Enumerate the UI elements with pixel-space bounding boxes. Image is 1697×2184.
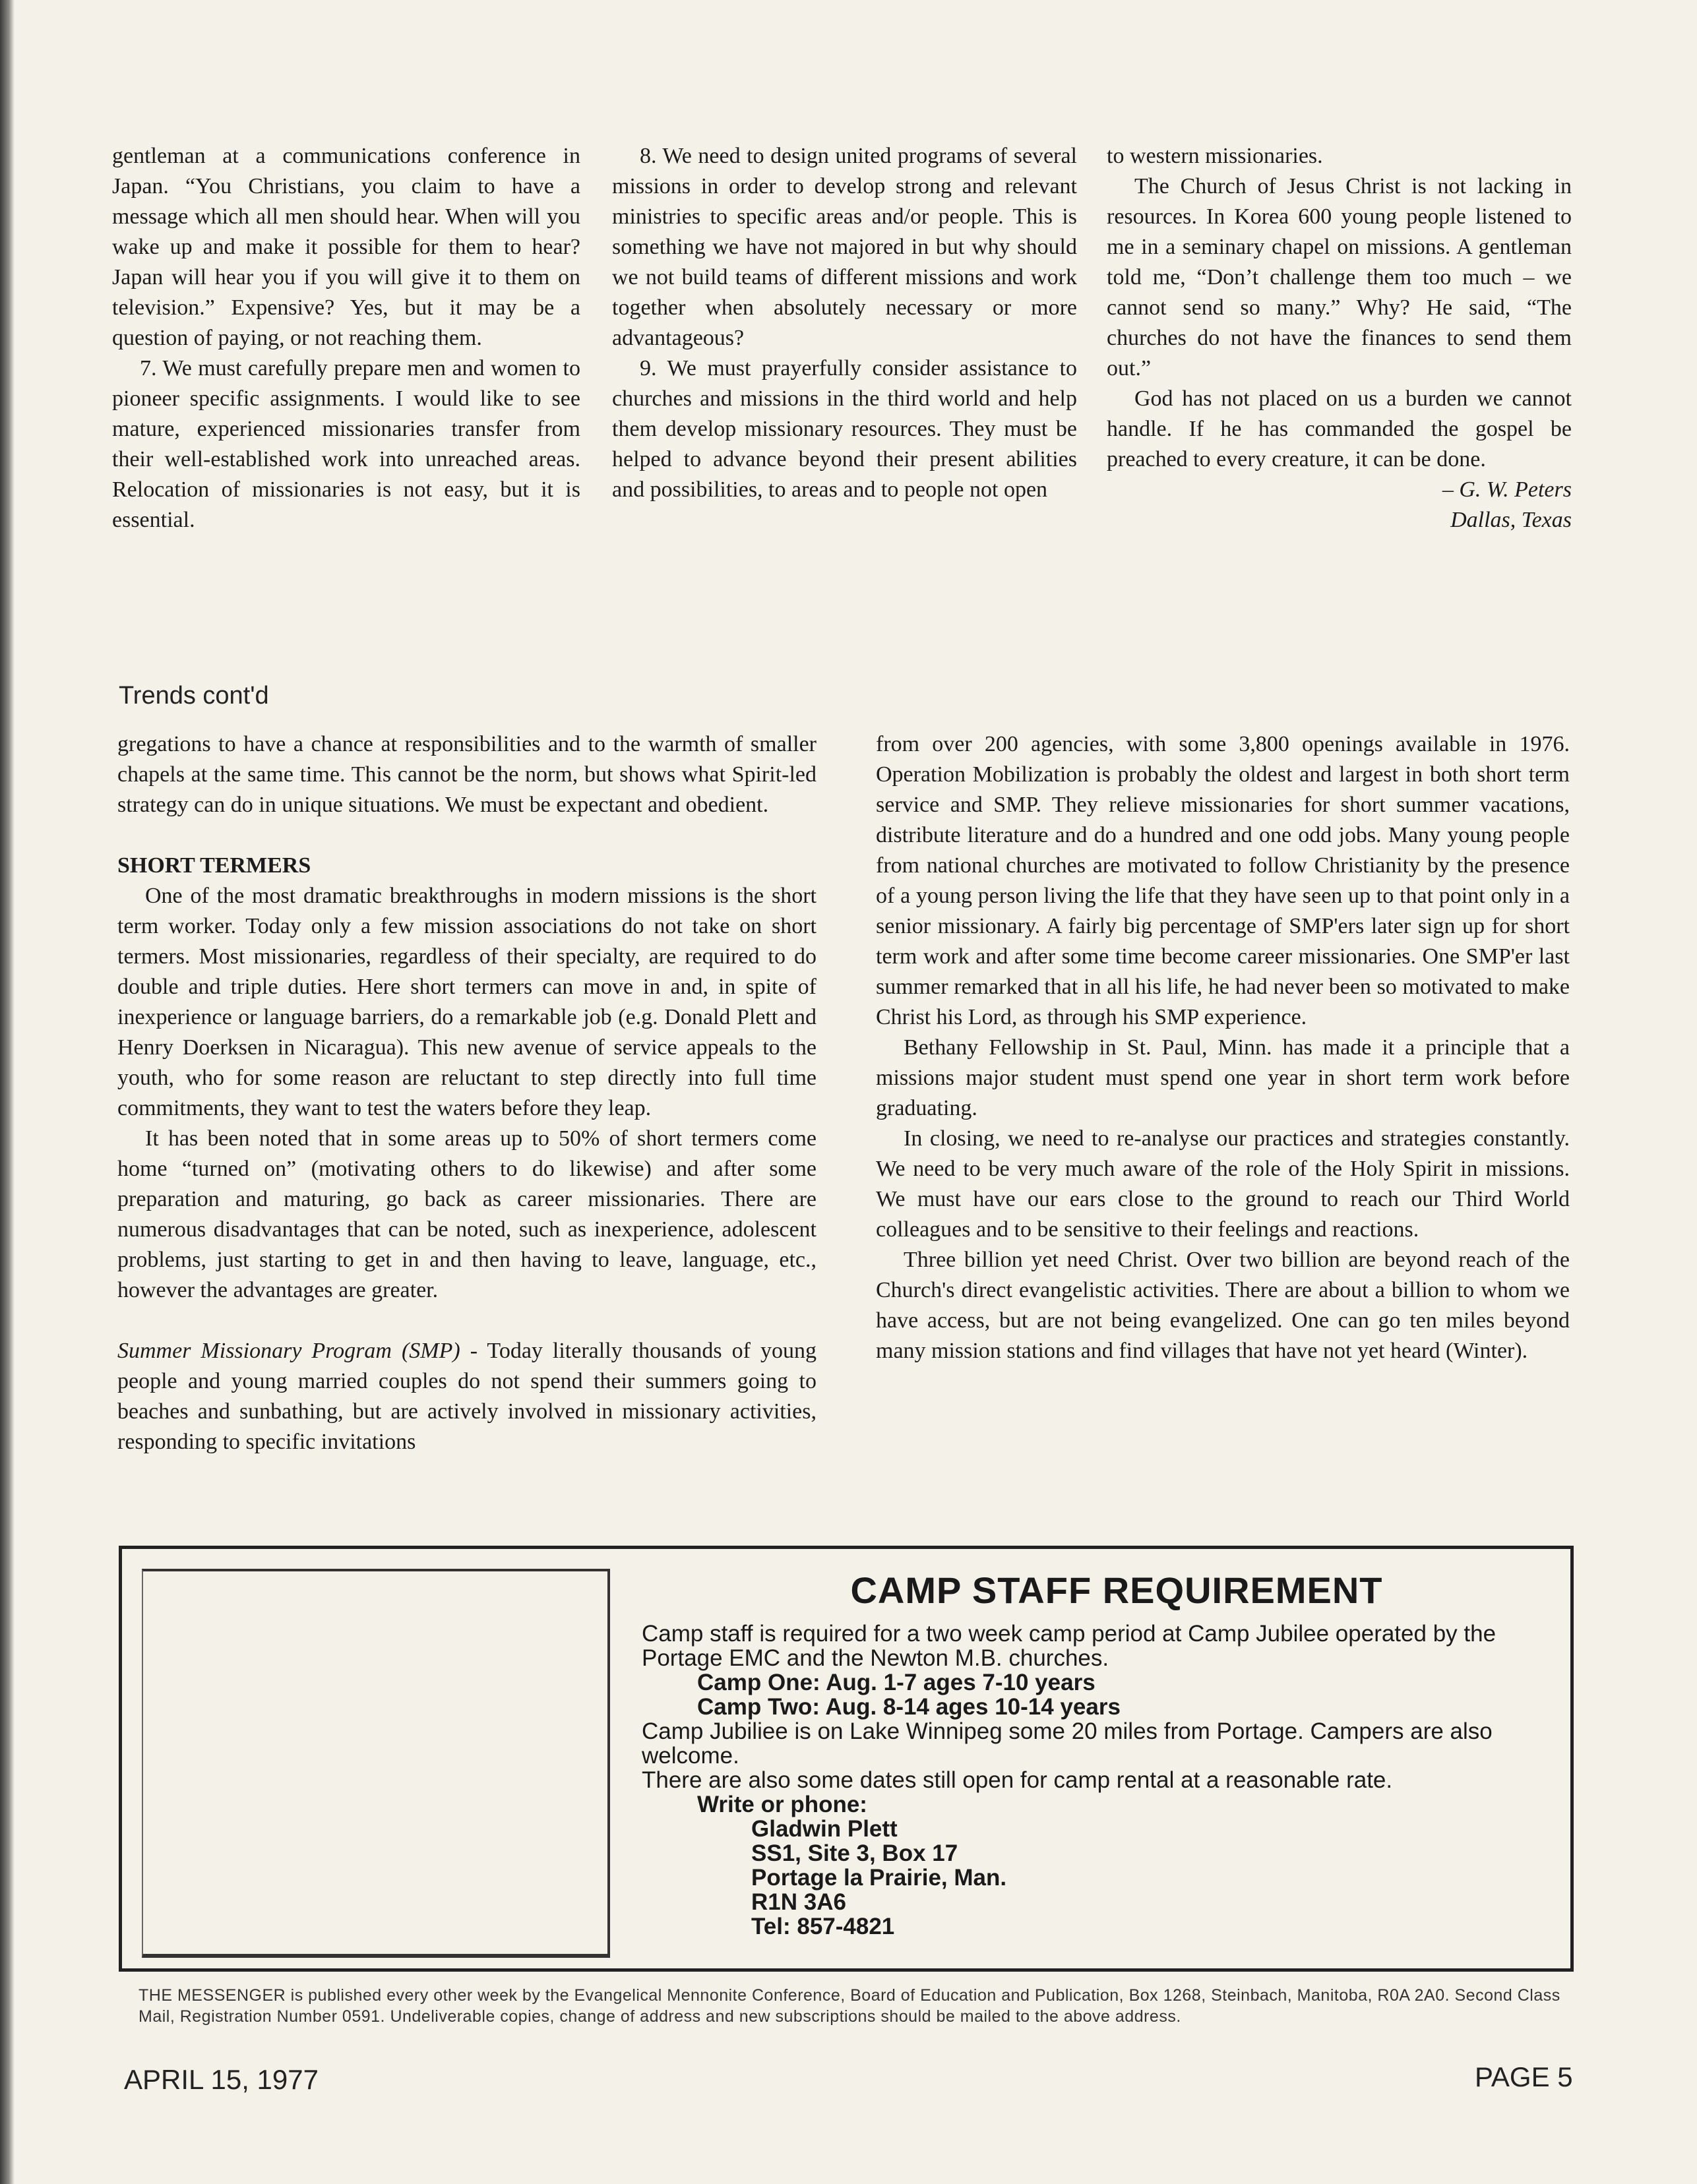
paragraph: One of the most dramatic breakthroughs in modern missions is the short term worker. Today only a few mission associations do not take on short termers. Most missionaries, regardless of their specialty, are required to do double and triple duties. Here short termers can move in and, in spite of inexperience or language barriers, do a remarkable job (e.g. Donald Plett and Henry Doerksen in Nicaragua). This new avenue of service appeals to the youth, who for some reason are reluctant to step directly into full time commitments, they want to test the waters before they leap.: [117, 884, 817, 1120]
top-column-3: [1107, 141, 1572, 535]
paragraph: to western missionaries.: [1107, 144, 1323, 168]
ad-camp-two: Camp Two: Aug. 8-14 ages 10-14 years: [697, 1694, 1121, 1720]
paragraph: from over 200 agencies, with some 3,800 openings available in 1976. Operation Mobilization is probably the oldest and largest in both short term service and SMP. They relieve missionaries for short summer vacations, distribute literature and do a hundred and one odd jobs. Many young people from national churches are motivated to follow Christianity by the presence of a young person living the life that they have seen up to that point only in a senior missionary. A fairly big percentage of SMP'ers later sign up for short term work and after some time become career missionaries. One SMP'er last summer remarked that in all his life, he had never been so motivated to make Christ his Lord, as through his SMP experience.: [876, 732, 1570, 1029]
ad-line: Camp staff is required for a two week camp period at Camp Jubilee operated by the Portage EMC and the Newton M.B. churches.: [642, 1621, 1496, 1671]
spacer: [117, 1306, 817, 1336]
smp-text: - Today literally thousands of young people and young married couples do not spend their summers going to beaches and sunbathing, but are actively involved in missionary activities, responding to specific invitations: [117, 1339, 817, 1454]
paragraph: God has not placed on us a burden we cannot handle. If he has commanded the gospel be preached to every creature, it can be done.: [1107, 386, 1572, 471]
paragraph-smp: [117, 1336, 817, 1457]
paragraph: gentleman at a communications conference in Japan. “You Christians, you claim to have a message which all men should hear. When will you wake up and make it possible for them to hear? Japan will hear you if you will give it to them on television.” Expensive? Yes, but it may be a question of paying, or not reaching them.: [112, 144, 580, 350]
ad-contact-address: SS1, Site 3, Box 17: [751, 1840, 958, 1866]
top-column-2: [612, 141, 1077, 505]
ad-text: [642, 1567, 1565, 1939]
signature-place: Dallas, Texas: [1450, 508, 1572, 532]
trends-column-2: [876, 729, 1570, 1366]
smp-label: Summer Missionary Program (SMP): [117, 1339, 460, 1363]
trends-column-1: [117, 729, 817, 1457]
ad-contact-postal: R1N 3A6: [751, 1889, 846, 1915]
camp-staff-ad: [119, 1546, 1574, 1972]
paragraph: 7. We must carefully prepare men and women to pioneer specific assignments. I would like to see mature, experienced missionaries transfer from their well-established work into unreached areas. Relocation of missionaries is not easy, but it is essential.: [112, 356, 580, 532]
paragraph: 9. We must prayerfully consider assistance to churches and missions in the third world and help them develop missionary resources. They must be helped to advance beyond their present abilities and possibilities, to areas and to people not open: [612, 356, 1077, 502]
subheading-short-termers: SHORT TERMERS: [117, 853, 311, 878]
page-number: PAGE 5: [1475, 2061, 1573, 2092]
paragraph: In closing, we need to re-analyse our practices and strategies constantly. We need to be very much aware of the role of the Holy Spirit in missions. We must have our ears close to the ground to reach our Third World colleagues and to be sensitive to their feelings and reactions.: [876, 1126, 1570, 1242]
ad-title: CAMP STAFF REQUIREMENT: [850, 1569, 1383, 1611]
paragraph: Three billion yet need Christ. Over two billion are beyond reach of the Church's direct evangelistic activities. There are about a billion to whom we have access, but are not being evangelized. One can go ten miles beyond many mission stations and find villages that have not yet heard (Winter).: [876, 1248, 1570, 1363]
paragraph: Bethany Fellowship in St. Paul, Minn. has made it a principle that a missions major student must spend one year in short term work before graduating.: [876, 1035, 1570, 1120]
ad-line: There are also some dates still open for camp rental at a reasonable rate.: [642, 1767, 1393, 1793]
ad-photo-placeholder: [142, 1569, 610, 1958]
scan-left-edge: [0, 0, 15, 2184]
paragraph: The Church of Jesus Christ is not lacking in resources. In Korea 600 young people listened to me in a seminary chapel on missions. A gentleman told me, “Don’t challenge them too much – we cannot send so many.” Why? He said, “The churches do not have the finances to send them out.”: [1107, 174, 1572, 380]
paragraph: gregations to have a chance at responsibilities and to the warmth of smaller chapels at the same time. This cannot be the norm, but shows what Spirit-led strategy can do in unique situations. We must be expectant and obedient.: [117, 732, 817, 817]
top-column-1: [112, 141, 580, 535]
ad-line: Camp Jubiliee is on Lake Winnipeg some 20 miles from Portage. Campers are also welcome.: [642, 1718, 1493, 1769]
ad-camp-one: Camp One: Aug. 1-7 ages 7-10 years: [697, 1670, 1095, 1695]
ad-contact-tel: Tel: 857-4821: [751, 1914, 895, 1939]
ad-contact-name: Gladwin Plett: [751, 1816, 898, 1842]
section-heading-trends: Trends cont'd: [119, 682, 269, 710]
paragraph: It has been noted that in some areas up to 50% of short termers come home “turned on” (motivating others to do likewise) and after some preparation and maturing, go back as career missionaries. There are numerous disadvantages that can be noted, such as inexperience, adolescent problems, just starting to get in and then having to leave, language, etc., however the advantages are greater.: [117, 1126, 817, 1302]
paragraph: 8. We need to design united programs of several missions in order to develop strong and relevant ministries to specific areas and/or people. This is something we have not majored in but why should we not build teams of different missions and work together when absolutely necessary or more advantageous?: [612, 144, 1077, 350]
spacer: [117, 820, 817, 851]
publisher-note: THE MESSENGER is published every other week by the Evangelical Mennonite Conference, Board of Education and Publication, Box 1268, Steinbach, Manitoba, R0A 2A0. Second Class Mail, Registration Number 0591. Undeliverable copies, change of address and new subscriptions should be mailed to the above address.: [139, 1986, 1560, 2026]
issue-date: APRIL 15, 1977: [124, 2064, 319, 2095]
signature-name: – G. W. Peters: [1442, 477, 1572, 502]
ad-contact-label: Write or phone:: [697, 1792, 867, 1817]
ad-contact-city: Portage la Prairie, Man.: [751, 1865, 1007, 1891]
